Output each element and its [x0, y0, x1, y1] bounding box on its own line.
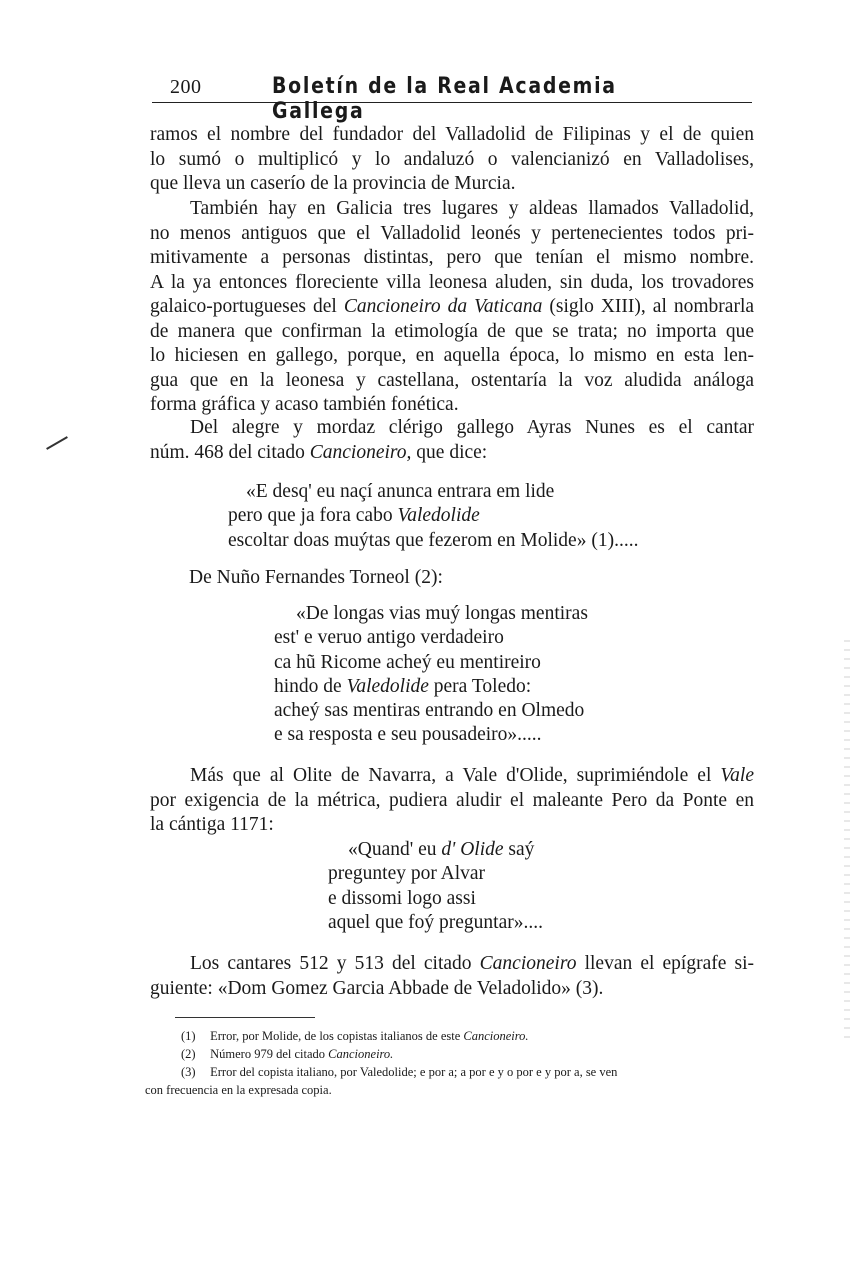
verse-line: escoltar doas muýtas que fezerom en Molide» (1)..... [228, 529, 639, 551]
text-line: no menos antiguos que el Valladolid leonés y pertenecientes todos pri- [150, 222, 754, 244]
text-fragment: que dice: [416, 441, 488, 463]
text-fragment: llevan el epígrafe si- [584, 953, 755, 974]
text-line: de manera que confirman la etimología de que se trata; no importa que [150, 320, 754, 342]
text-line: que lleva un caserío de la provincia de Murcia. [150, 173, 516, 194]
paragraph-5 [150, 764, 754, 838]
text-fragment: hindo de [274, 675, 342, 697]
text-line: A la ya entonces floreciente villa leonesa aluden, sin duda, los trovadores [150, 271, 754, 293]
text-fragment: (siglo XIII), al nombrarla [549, 296, 755, 317]
text-line: Del alegre y mordaz clérigo gallego Ayras Nunes es el cantar [190, 417, 754, 438]
paragraph-2 [150, 197, 754, 418]
italic-title: Cancioneiro da Vaticana [343, 296, 543, 317]
italic-place: Valedolide [346, 675, 429, 697]
text-fragment: galaico-portugueses del [150, 296, 337, 317]
verse-line [228, 504, 638, 528]
footnote-text: Error, por Molide, de los copistas italianos de este [210, 1029, 461, 1043]
paragraph-6 [150, 952, 754, 1001]
verse-line: «De longas vias muý longas mentiras [296, 603, 588, 624]
footnote-number: (3) [181, 1065, 196, 1079]
footnote-text: Número 979 del citado [210, 1047, 326, 1061]
margin-pencil-mark [46, 436, 68, 450]
text-line: guiente: «Dom Gomez Garcia Abbade de Veladolido» (3). [150, 977, 604, 999]
text-line: lo sumó o multiplicó y lo andaluzó o valencianizó en Valladolises, [150, 148, 754, 170]
text-line: lo hiciesen en gallego, porque, en aquella época, lo mismo en esta len- [150, 345, 754, 366]
footnotes [145, 1027, 753, 1099]
footnote-continuation: con frecuencia en la expresada copia. [145, 1083, 332, 1097]
verse-line: ca hũ Ricome acheý eu mentireiro [274, 651, 541, 673]
footnote-divider [175, 1017, 315, 1018]
italic-title: Cancioneiro [479, 953, 577, 974]
page-number: 200 [170, 76, 202, 98]
verse-line [328, 838, 543, 862]
text-fragment: Más que al Olite de Navarra, a Vale d'Olide, suprimiéndole el [190, 765, 712, 786]
footnote-number: (2) [181, 1047, 196, 1061]
paragraph-3 [150, 416, 754, 465]
verse-2 [274, 602, 588, 748]
text-line: gua que en la leonesa y castellana, ostentaría la voz aludida análoga [150, 369, 754, 391]
text-fragment: núm. 468 del citado [150, 441, 305, 463]
text-line [150, 764, 754, 789]
text-line [150, 441, 754, 466]
page-header [152, 72, 752, 124]
verse-line: e dissomi logo assi [328, 887, 476, 909]
text-line: forma gráfica y acaso también fonética. [150, 394, 459, 415]
verse-line: est' e veruo antigo verdadeiro [274, 627, 504, 649]
text-fragment: Los cantares 512 y 513 del citado [190, 953, 472, 974]
footnote [145, 1045, 753, 1063]
verse-line [274, 675, 588, 699]
text-fragment: pera Toledo: [433, 675, 532, 697]
footnote-text: Error del copista italiano, por Valedolide; e por a; a por e y o por e y por a, se ven [210, 1065, 618, 1079]
text-line: ramos el nombre del fundador del Valladolid de Filipinas y el de quien [150, 124, 754, 145]
running-title: Boletín de la Real Academia Gallega [272, 74, 617, 124]
text-line: por exigencia de la métrica, pudiera aludir el maleante Pero da Ponte en [150, 789, 754, 811]
verse-line: acheý sas mentiras entrando en Olmedo [274, 700, 585, 722]
italic-title: Cancioneiro, [309, 441, 412, 463]
footnote [145, 1063, 753, 1081]
text-line: De Nuño Fernandes Torneol (2): [189, 567, 443, 588]
text-fragment: «Quand' eu [348, 839, 437, 860]
verse-line: preguntey por Alvar [328, 863, 486, 885]
verse-3 [328, 838, 543, 935]
italic-place: d' Olide [441, 839, 504, 860]
verse-line: «E desq' eu naçí anunca entrara em lide [246, 481, 555, 502]
italic-word: Vale [720, 765, 754, 786]
footnote [145, 1027, 753, 1045]
paragraph-4 [189, 566, 443, 591]
scan-edge-noise [844, 640, 850, 1040]
text-line [150, 952, 754, 977]
text-line: También hay en Galicia tres lugares y aldeas llamados Valladolid, [190, 198, 754, 219]
footnote-italic: Cancioneiro. [328, 1047, 394, 1061]
footnote-italic: Cancioneiro. [463, 1029, 529, 1043]
footnote-number: (1) [181, 1029, 196, 1043]
verse-line: aquel que foý preguntar».... [328, 911, 543, 933]
verse-line: e sa resposta e seu pousadeiro»..... [274, 724, 542, 746]
text-line [150, 295, 754, 320]
verse-1 [228, 480, 638, 553]
text-line: la cántiga 1171: [150, 814, 274, 835]
text-fragment: saý [508, 839, 535, 860]
paragraph-1 [150, 123, 754, 197]
text-line: mitivamente a personas distintas, pero que tenían el mismo nombre. [150, 247, 754, 268]
text-fragment: pero que ja fora cabo [228, 505, 393, 527]
italic-place: Valedolide [397, 505, 480, 527]
